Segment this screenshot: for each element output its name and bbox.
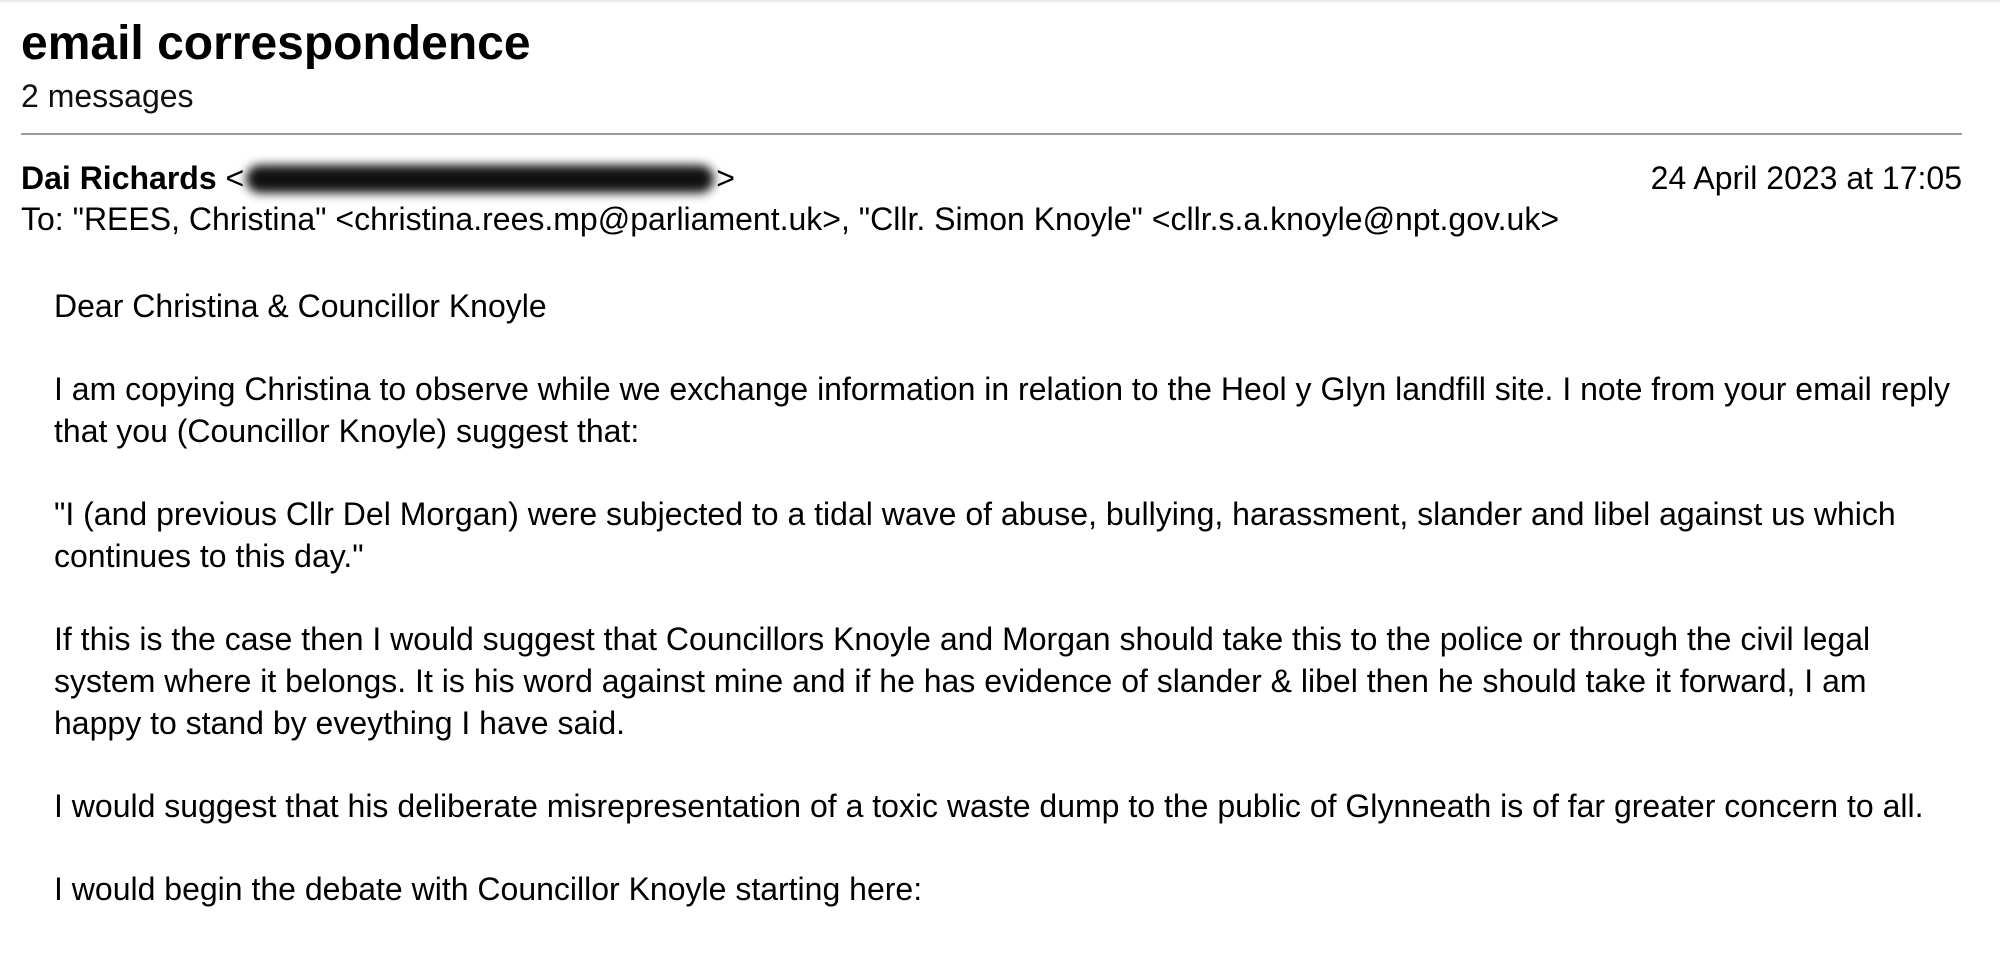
paragraph-1: I am copying Christina to observe while we exchange information in relation to the Heol y Glyn landfill site. I note from your email reply that you (Councillor Knoyle) suggest that: <box>54 371 1951 449</box>
message-body <box>54 285 1954 951</box>
paragraph-4: I would suggest that his deliberate misrepresentation of a toxic waste dump to the public of Glynneath is of far greater concern to all. <box>54 788 1924 824</box>
message-header <box>21 158 1962 198</box>
paragraph-5: I would begin the debate with Councillor Knoyle starting here: <box>54 871 923 907</box>
paragraph-greeting: Dear Christina & Councillor Knoyle <box>54 288 547 324</box>
paragraph-quote: "I (and previous Cllr Del Morgan) were subjected to a tidal wave of abuse, bullying, harassment, slander and libel against us which continues to this day." <box>54 496 1896 574</box>
sender-email <box>226 160 735 196</box>
paragraph-3: If this is the case then I would suggest that Councillors Knoyle and Morgan should take this to the police or through the civil legal system where it belongs. It is his word against mine and if he has evidence of slander & libel then he should take it forward, I am happy to stand by eveything I have said. <box>54 621 1871 741</box>
sender-name: Dai Richards <box>21 160 217 196</box>
thread-title: email correspondence <box>21 17 531 70</box>
message-count: 2 messages <box>21 78 194 114</box>
email-close-bracket: > <box>716 160 735 196</box>
email-open-bracket: < <box>225 160 245 196</box>
top-shade <box>0 0 2000 4</box>
redacted-email <box>246 165 714 193</box>
divider <box>21 133 1962 135</box>
recipients-line: To: "REES, Christina" <christina.rees.mp@parliament.uk>, "Cllr. Simon Knoyle" <cllr.s.a.knoyle@npt.gov.uk> <box>21 201 1560 237</box>
message-date: 24 April 2023 at 17:05 <box>1650 160 1962 196</box>
